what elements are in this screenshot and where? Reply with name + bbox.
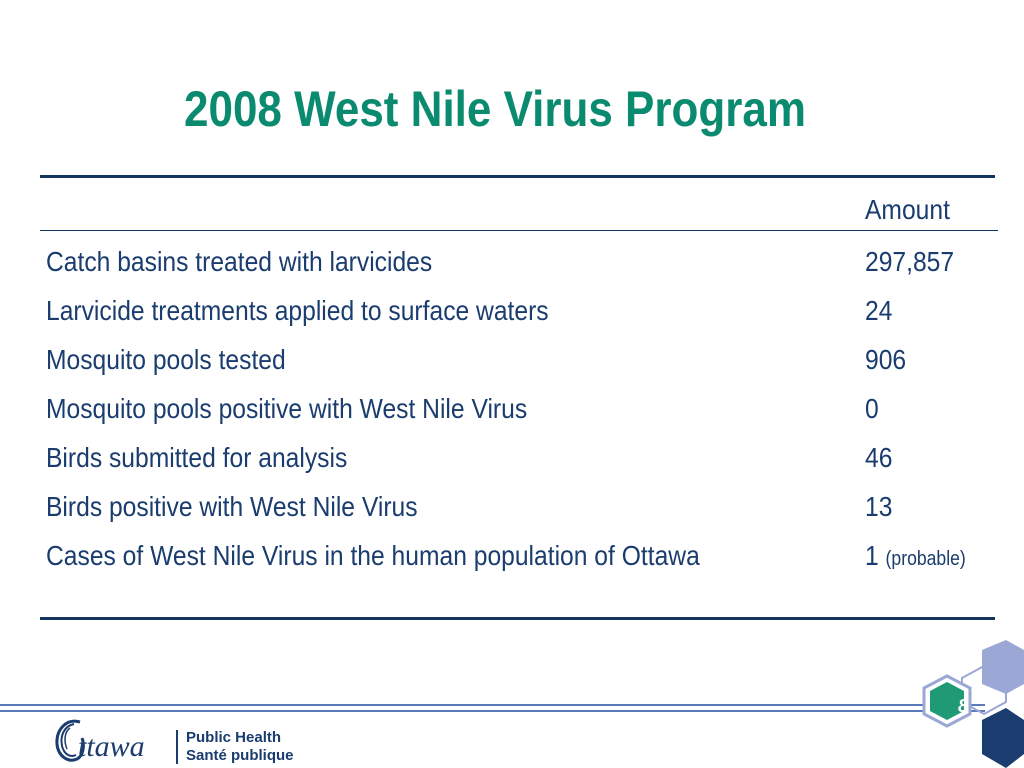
table-top-rule bbox=[40, 175, 995, 178]
page-number: 8 bbox=[957, 696, 968, 716]
slide-title: 2008 West Nile Virus Program bbox=[184, 81, 806, 137]
ottawa-public-health-logo bbox=[52, 712, 312, 768]
row-value: 1 (probable) bbox=[865, 540, 966, 571]
row-label: Birds submitted for analysis bbox=[46, 442, 348, 473]
row-value: 0 bbox=[865, 393, 879, 424]
table-header-rule bbox=[40, 230, 998, 231]
row-value: 297,857 bbox=[865, 246, 955, 277]
probable-note: (probable) bbox=[885, 548, 966, 570]
ottawa-wordmark: ttawa bbox=[78, 730, 145, 763]
row-label: Cases of West Nile Virus in the human population of Ottawa bbox=[46, 540, 700, 571]
table-row bbox=[0, 490, 1024, 539]
footer-rule bbox=[0, 704, 985, 706]
sante-publique-label: Santé publique bbox=[186, 747, 294, 764]
table-row bbox=[0, 245, 1024, 294]
row-label: Larvicide treatments applied to surface waters bbox=[46, 295, 549, 326]
row-value: 24 bbox=[865, 295, 893, 326]
table-row bbox=[0, 392, 1024, 441]
logo-divider bbox=[176, 730, 178, 764]
amount-column-header: Amount bbox=[865, 194, 950, 225]
row-label: Mosquito pools positive with West Nile Virus bbox=[46, 393, 528, 424]
row-label: Mosquito pools tested bbox=[46, 344, 286, 375]
navy-hexagon bbox=[982, 708, 1024, 768]
table-row bbox=[0, 343, 1024, 392]
table-row bbox=[0, 539, 1024, 588]
table-row bbox=[0, 294, 1024, 343]
table-row bbox=[0, 441, 1024, 490]
row-value: 46 bbox=[865, 442, 893, 473]
lavender-hexagon bbox=[982, 640, 1024, 694]
row-value: 13 bbox=[865, 491, 893, 522]
public-health-label: Public Health bbox=[186, 729, 282, 746]
row-label: Catch basins treated with larvicides bbox=[46, 246, 433, 277]
row-label: Birds positive with West Nile Virus bbox=[46, 491, 418, 522]
row-value: 906 bbox=[865, 344, 907, 375]
table-bottom-rule bbox=[40, 617, 995, 620]
